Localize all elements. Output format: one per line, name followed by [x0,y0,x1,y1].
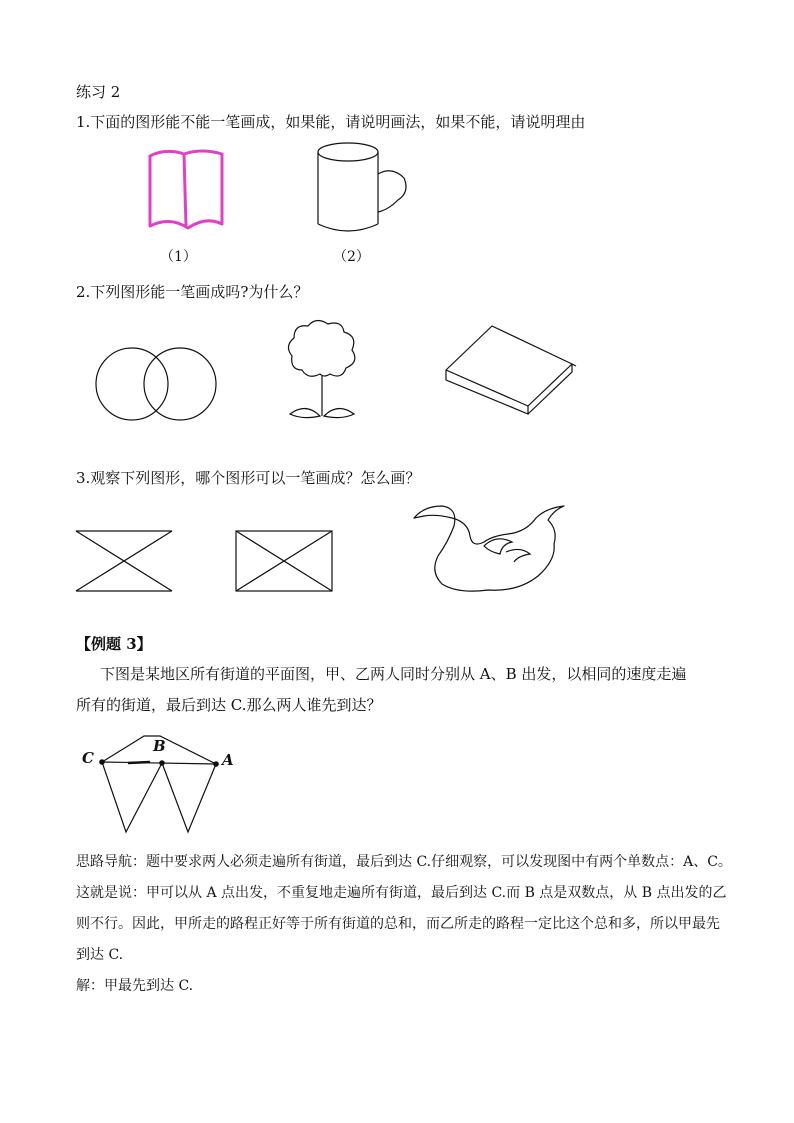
hourglass-lines-figure [74,528,176,596]
flat-box-figure [440,320,580,416]
crossed-rectangle-figure [234,528,336,596]
solution-text: 解：甲最先到达 C. [76,978,194,994]
question-2-text: 2.下列图形能一笔画成吗?为什么？ [76,283,309,301]
open-book-figure [140,146,232,238]
point-label-b: B [153,737,166,755]
question-3-text: 3.观察下列图形，哪个图形可以一笔画成？怎么画？ [76,469,421,487]
flower-figure [282,316,364,420]
two-circles-figure [94,344,224,424]
figure-label-2: （2） [333,249,370,265]
analysis-line-4: 到达 C. [76,947,124,963]
analysis-line-2: 这就是说：甲可以从 A 点出发，不重复地走遍所有街道，最后到达 C.而 B 点是双数点，从 B 点出发的乙 [76,885,727,901]
example-text-line-1: 下图是某地区所有街道的平面图，甲、乙两人同时分别从 A、B 出发，以相同的速度走遍 [100,665,687,683]
mug-figure [312,140,412,240]
example-text-line-2: 所有的街道，最后到达 C.那么两人谁先到达？ [76,696,382,714]
figure-label-1: （1） [160,249,197,265]
point-label-c: C [82,749,94,767]
analysis-line-3: 则不行。因此，甲所走的路程正好等于所有街道的总和，而乙所走的路程一定比这个总和多，所以甲最先 [76,916,720,932]
swan-figure [408,496,578,600]
question-1-text: 1.下面的图形能不能一笔画成，如果能，请说明画法，如果不能，请说明理由 [76,113,586,131]
point-label-a: A [222,751,234,769]
section-title: 练习 2 [76,83,121,101]
example-heading: 【例题 3】 [76,635,152,653]
analysis-line-1: 思路导航：题中要求两人必须走遍所有街道，最后到达 C.仔细观察，可以发现图中有两个单数点：A、C。 [76,854,732,870]
